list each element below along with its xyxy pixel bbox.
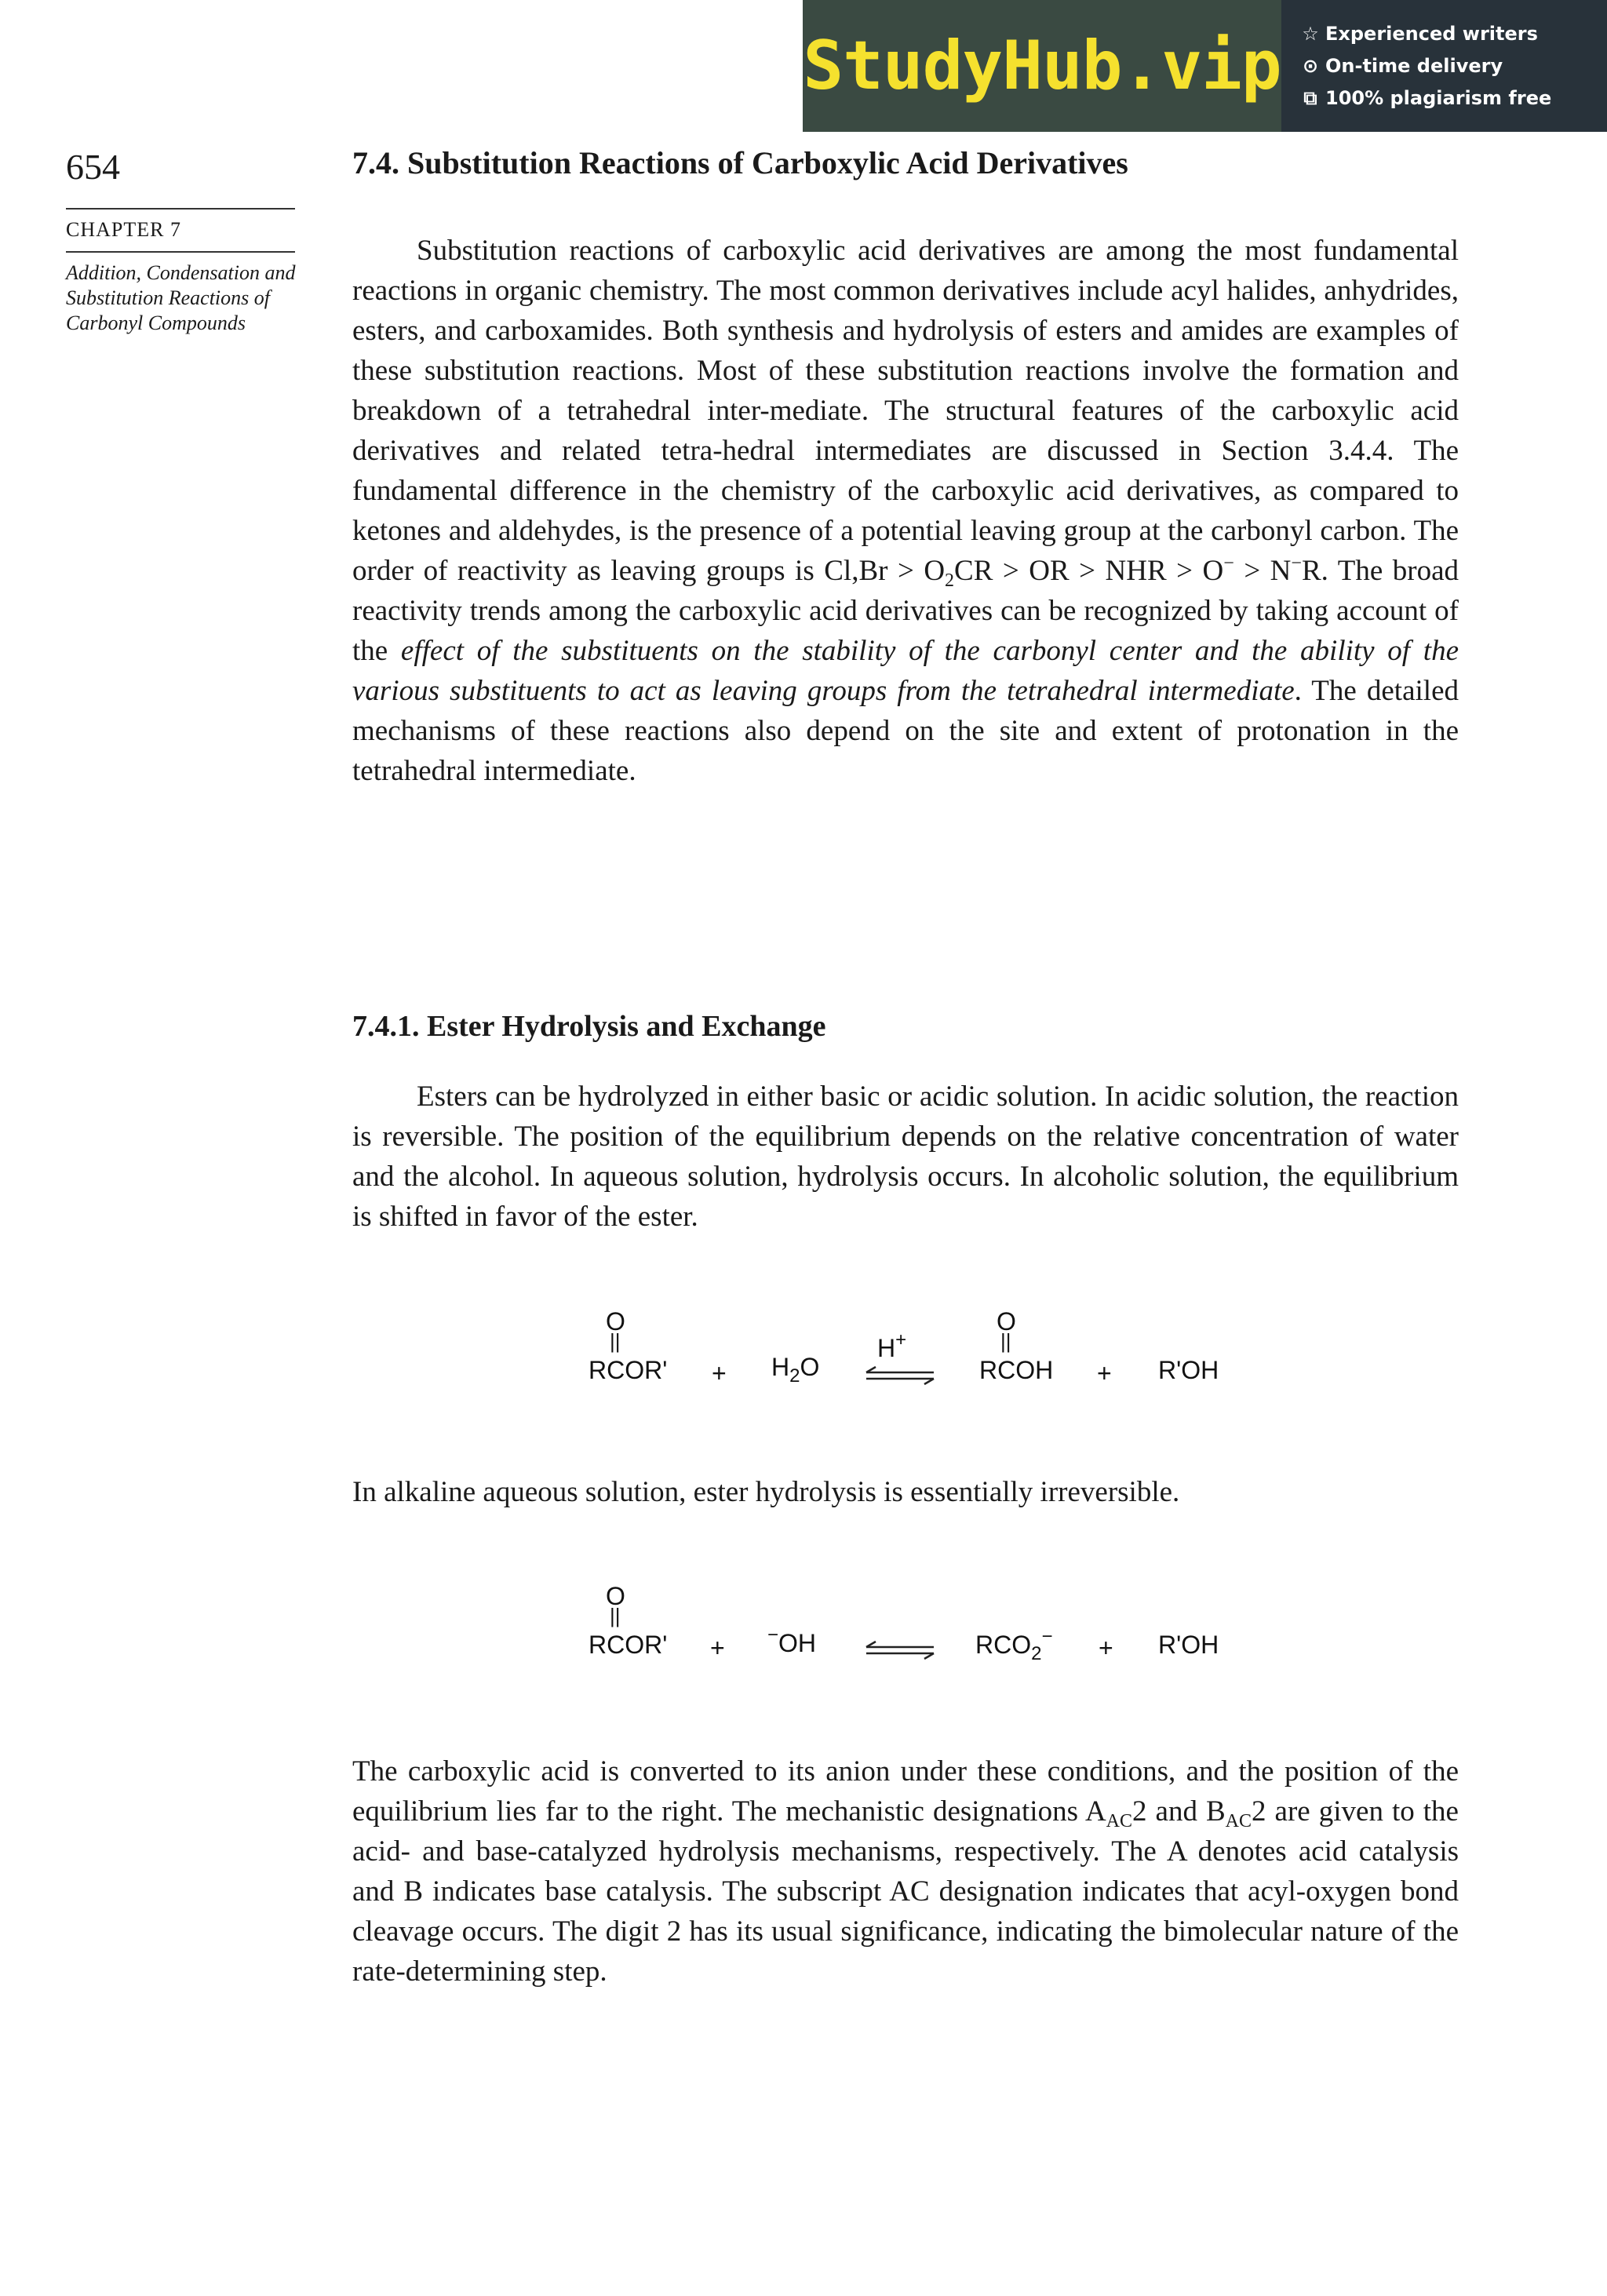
paragraph-intro	[352, 231, 1459, 791]
carbonyl-oxygen: O	[997, 1307, 1016, 1336]
text-run: The carboxylic acid is converted to its anion under these conditions, and the position of the equilibrium lies far to the right. The mechanistic designations A	[352, 1755, 1459, 1828]
alcohol-formula: R'OH	[1158, 1631, 1219, 1659]
perk-text: Experienced writers	[1325, 22, 1538, 45]
section-title: 7.4. Substitution Reactions of Carboxylic Acid Derivatives	[352, 145, 1128, 180]
perk-item	[1299, 17, 1607, 49]
water-o: O	[800, 1353, 820, 1381]
carboxylate-text: RCO	[975, 1631, 1032, 1659]
equilibrium-arrow	[863, 1640, 937, 1660]
perk-item	[1299, 49, 1607, 82]
superscript: −	[1041, 1626, 1053, 1647]
hydroxide-text: OH	[778, 1629, 817, 1657]
acid-formula: RCOH	[979, 1356, 1054, 1384]
superscript: −	[767, 1624, 779, 1645]
subscript: 2	[945, 570, 955, 591]
water-h: H	[771, 1353, 790, 1381]
subsection-body-3	[352, 1751, 1459, 1992]
equation-acid-hydrolysis	[0, 1303, 1607, 1412]
studyhub-banner[interactable]	[803, 0, 1607, 132]
clock-icon: ⊙	[1302, 54, 1319, 77]
superscript: −	[1223, 553, 1234, 574]
superscript: +	[895, 1329, 907, 1350]
text-run: CR > OR > NHR > O	[954, 555, 1224, 587]
margin-rule-bottom	[66, 251, 295, 253]
plus-sign: +	[1099, 1634, 1113, 1662]
ester-formula: RCOR'	[589, 1631, 668, 1659]
equation-base-hydrolysis	[0, 1577, 1607, 1687]
paragraph-alkaline: In alkaline aqueous solution, ester hydrolysis is essentially irreversible.	[352, 1476, 1180, 1508]
perks-list	[1281, 0, 1607, 132]
carbonyl-oxygen: O	[606, 1582, 625, 1610]
page-number: 654	[66, 147, 120, 187]
subscript: 2	[789, 1365, 800, 1387]
paragraph-ester-hydrolysis: Esters can be hydrolyzed in either basic or acidic solution. In acidic solution, the reaction is reversible. The position of the equilibrium depends on the relative concentration of water and the alcohol. In aqueous solution, hydrolysis occurs. In alcoholic solution, the equilibrium is shifted in favor of the ester.	[352, 1081, 1459, 1233]
carboxylate-formula	[975, 1626, 1053, 1664]
copy-icon: ⧉	[1303, 86, 1317, 109]
subscript: 2	[1031, 1643, 1042, 1664]
catalyst-label	[877, 1329, 907, 1363]
carbonyl-oxygen: O	[606, 1307, 625, 1336]
ester-formula: RCOR'	[589, 1356, 668, 1384]
perk-item	[1299, 82, 1607, 114]
star-icon: ☆	[1302, 22, 1319, 45]
plus-sign: +	[710, 1634, 725, 1662]
margin-rule-top	[66, 208, 295, 210]
text-run: 2 and B	[1132, 1795, 1226, 1828]
plus-sign: +	[1097, 1359, 1112, 1387]
text-run: Substitution reactions of carboxylic acid derivatives are among the most fundamental reactions in organic chemistry. The most common derivatives include acyl halides, anhydrides, esters, and carboxamides. Both synthesis and hydrolysis of esters and amides are examples of these substitution reactions. Most of these substitution reactions involve the formation and breakdown of a tetrahedral inter-mediate. The structural features of the carboxylic acid derivatives and related tetra-hedral intermediates are discussed in Section 3.4.4. The fundamental difference in the chemistry of the carboxylic acid derivatives, as compared to ketones and aldehydes, is the presence of a potential leaving group at the carbonyl carbon. The order of reactivity as leaving groups is Cl,Br > O	[352, 235, 1459, 587]
subscript: AC	[1225, 1811, 1252, 1831]
subscript: AC	[1106, 1811, 1133, 1831]
perk-text: 100% plagiarism free	[1325, 86, 1552, 109]
perk-text: On-time delivery	[1325, 54, 1503, 77]
text-run: > N	[1233, 555, 1292, 587]
subsection-body-1	[352, 1077, 1459, 1237]
double-bond: ||	[1000, 1329, 1011, 1353]
superscript: −	[1291, 553, 1302, 574]
subsection-title: 7.4.1. Ester Hydrolysis and Exchange	[352, 1010, 826, 1043]
section-body	[352, 231, 1459, 791]
paragraph-mechanism	[352, 1751, 1459, 1992]
subsection-body-2	[352, 1472, 1459, 1512]
italic-emphasis: effect of the substituents on the stability of the carbonyl center and the ability of the various substituents to act as leaving groups from the tetrahedral intermediate	[352, 635, 1459, 707]
studyhub-logo[interactable]	[803, 0, 1281, 132]
chapter-title: Addition, Condensation and Substitution Reactions of Carbonyl Compounds	[66, 261, 296, 334]
text-run: R. The broad reactivity trends among the carboxylic acid derivatives can be recognized by taking account of the	[352, 555, 1459, 667]
chapter-label: CHAPTER 7	[66, 218, 181, 241]
brand-text: StudyHub.vip	[803, 27, 1281, 105]
alcohol-formula: R'OH	[1158, 1356, 1219, 1384]
water-formula	[771, 1353, 820, 1387]
equilibrium-arrow	[863, 1365, 937, 1386]
hydroxide-formula	[767, 1624, 817, 1658]
text-run: 2 are given to the acid- and base-catalyzed hydrolysis mechanisms, respectively. The A denotes acid catalysis and B indicates base catalysis. The subscript AC designation indicates that acyl-oxygen bond cleavage occurs. The digit 2 has its usual significance, indicating the bimolecular nature of the rate-determining step.	[352, 1795, 1459, 1988]
double-bond: ||	[610, 1604, 621, 1627]
text-run: . The detailed mechanisms of these reactions also depend on the site and extent of protonation in the tetrahedral intermediate.	[352, 675, 1459, 787]
double-bond: ||	[610, 1329, 621, 1353]
catalyst-h: H	[877, 1334, 896, 1362]
section-heading-block	[352, 144, 1459, 181]
plus-sign: +	[712, 1359, 727, 1387]
subsection-heading-block	[352, 1009, 1459, 1044]
